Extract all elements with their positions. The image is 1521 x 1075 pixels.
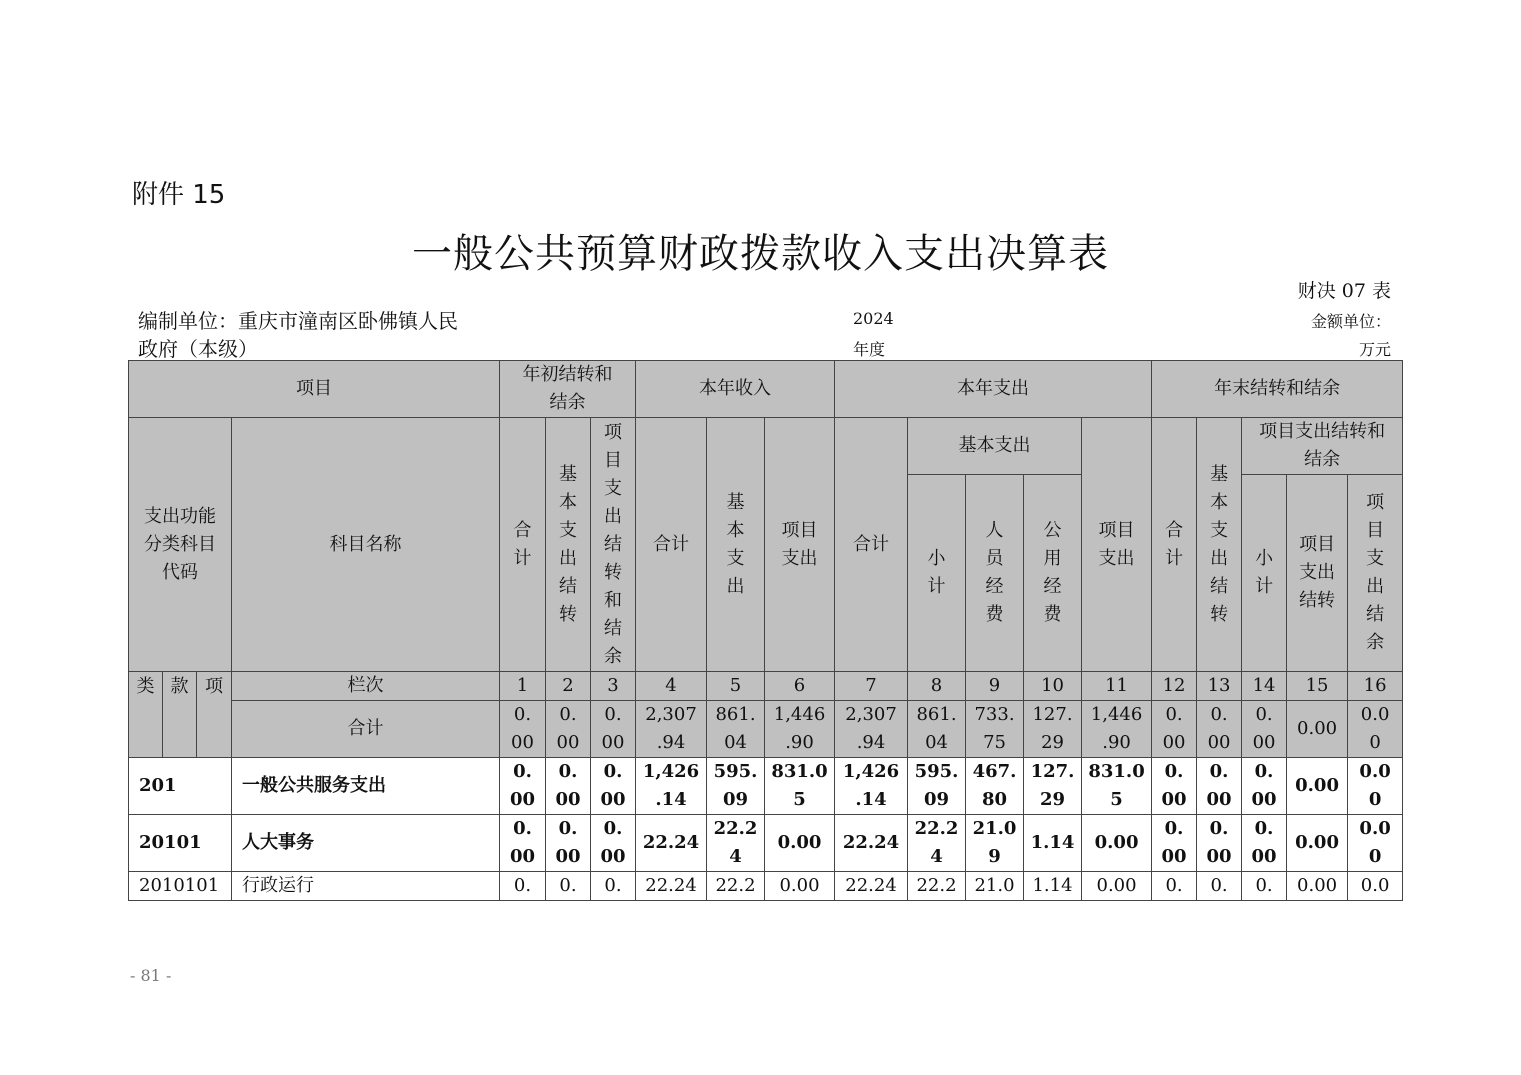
value-line: 0.	[513, 704, 532, 725]
value-line: .14	[655, 789, 687, 810]
header-char: 出	[559, 547, 577, 569]
header-opening-total	[500, 418, 546, 672]
header-char: 合	[513, 519, 532, 541]
value-line: 2,307	[645, 704, 697, 725]
header-char: 目	[1366, 520, 1385, 541]
header-expense-total: 合计	[835, 418, 908, 672]
column-number: 10	[1024, 672, 1082, 701]
value-cell	[1348, 815, 1403, 872]
value-cell	[835, 815, 908, 872]
header-expense-project	[1082, 418, 1152, 672]
header-personnel-cost	[966, 475, 1024, 672]
value-line: 0.00	[1297, 875, 1338, 896]
compiling-unit-line2: 政府（本级）	[138, 337, 258, 361]
value-line: 467.	[972, 761, 1017, 782]
header-char: 费	[1043, 604, 1062, 625]
row-subject-name: 行政运行	[232, 872, 500, 901]
column-number: 6	[765, 672, 835, 701]
value-line: 0.	[513, 761, 532, 782]
value-line: 0.	[1165, 875, 1183, 896]
column-number: 15	[1287, 672, 1348, 701]
value-line: 733.	[974, 704, 1015, 725]
value-cell	[546, 815, 591, 872]
value-cell	[1348, 758, 1403, 815]
header-char: 支	[1366, 548, 1385, 569]
value-line: 0	[1368, 789, 1382, 810]
value-line: 0.	[1210, 704, 1228, 725]
value-cell	[908, 872, 966, 901]
value-line: 09	[924, 789, 950, 810]
column-number: 2	[546, 672, 591, 701]
header-char: 支	[604, 477, 622, 499]
header-opening-balance	[500, 361, 636, 418]
value-cell	[966, 815, 1024, 872]
value-cell	[1152, 815, 1197, 872]
value-cell	[1082, 758, 1152, 815]
header-char: 目	[604, 449, 622, 471]
total-row-label: 合计	[232, 701, 500, 758]
value-line: 831.0	[771, 761, 828, 782]
value-line: 00	[511, 732, 534, 753]
value-line: 0.	[1210, 875, 1228, 896]
header-income: 本年收入	[636, 361, 835, 418]
value-cell	[1152, 758, 1197, 815]
header-char: 小	[927, 548, 946, 569]
code-line2: 分类科目	[144, 533, 216, 555]
header-subject-name: 科目名称	[232, 418, 500, 672]
value-line: 127.	[1030, 761, 1075, 782]
table-row	[129, 815, 1403, 872]
header-income-project	[765, 418, 835, 672]
header-basic-subtotal	[908, 475, 966, 672]
header-char: 经	[985, 576, 1004, 597]
value-cell	[1242, 815, 1287, 872]
header-char: 小	[1255, 548, 1274, 569]
value-line: 0.	[604, 875, 622, 896]
value-line: 22.2	[914, 818, 959, 839]
value-line: 2,307	[845, 704, 897, 725]
value-cell	[546, 701, 591, 758]
value-line: 00	[600, 846, 626, 867]
value-cell	[1152, 701, 1197, 758]
header-opening-basic-carry	[546, 418, 591, 672]
value-cell	[765, 872, 835, 901]
value-line: 00	[1161, 789, 1187, 810]
value-cell	[908, 815, 966, 872]
header-char: 出	[1210, 547, 1229, 569]
header-char: 出	[604, 505, 622, 527]
column-number: 4	[636, 672, 707, 701]
column-number: 14	[1242, 672, 1287, 701]
header-char: 项目	[1098, 519, 1135, 541]
header-char: 结	[604, 617, 622, 639]
value-cell	[1287, 815, 1348, 872]
column-number: 3	[591, 672, 636, 701]
value-cell	[636, 815, 707, 872]
value-line: 0.	[1254, 761, 1274, 782]
value-cell	[1287, 758, 1348, 815]
column-number: 9	[966, 672, 1024, 701]
value-cell	[500, 701, 546, 758]
value-line: 0.	[558, 761, 578, 782]
value-cell	[1024, 872, 1082, 901]
header-public-cost	[1024, 475, 1082, 672]
value-cell	[591, 758, 636, 815]
header-closing-total	[1152, 418, 1197, 672]
value-line: 0.	[558, 818, 578, 839]
value-line: 4	[930, 846, 943, 867]
value-line: 0.0	[1360, 704, 1390, 725]
value-line: 22.2	[715, 875, 756, 896]
value-line: 0.	[559, 875, 577, 896]
value-cell	[835, 701, 908, 758]
value-line: 1,426	[842, 761, 900, 782]
value-line: .14	[855, 789, 887, 810]
header-char: 员	[985, 548, 1004, 569]
value-cell	[546, 758, 591, 815]
value-line: 21.0	[972, 818, 1017, 839]
header-char: 余	[604, 645, 622, 667]
header-char: 支	[1210, 519, 1229, 541]
header-char: 项目支出结转和	[1259, 421, 1386, 442]
value-cell	[546, 872, 591, 901]
header-char: 计	[1165, 547, 1184, 569]
value-cell	[500, 758, 546, 815]
value-line: 127.	[1032, 704, 1073, 725]
value-cell	[1197, 701, 1242, 758]
value-line: 0.	[1254, 818, 1274, 839]
value-cell	[636, 758, 707, 815]
row-code: 20101	[129, 815, 232, 872]
value-line: 75	[983, 732, 1006, 753]
value-line: 0.	[1209, 761, 1229, 782]
value-cell	[908, 758, 966, 815]
value-cell	[1242, 758, 1287, 815]
value-cell	[765, 815, 835, 872]
value-line: 1,446	[1090, 704, 1143, 725]
header-char: 项	[604, 421, 622, 443]
value-cell	[707, 815, 765, 872]
header-char: 公	[1043, 520, 1062, 541]
value-line: 9	[988, 846, 1001, 867]
header-char: 项	[1366, 492, 1385, 513]
header-char: 支	[559, 519, 577, 541]
value-cell	[1082, 815, 1152, 872]
header-lei: 类	[129, 672, 163, 758]
page-title: 一般公共预算财政拨款收入支出决算表	[412, 231, 1109, 277]
value-line: 00	[1206, 789, 1232, 810]
value-line: .90	[1102, 732, 1131, 753]
column-number: 13	[1197, 672, 1242, 701]
value-line: 22.2	[713, 818, 758, 839]
header-opening-line2: 结余	[549, 392, 586, 413]
header-char: 项目	[1299, 534, 1336, 555]
column-number: 7	[835, 672, 908, 701]
header-char: 余	[1366, 632, 1385, 653]
value-cell	[1024, 758, 1082, 815]
value-cell	[1082, 872, 1152, 901]
value-line: .90	[785, 732, 814, 753]
value-line: 04	[724, 732, 747, 753]
report-year: 2024	[853, 309, 894, 328]
header-kuan: 款	[163, 672, 197, 758]
value-line: 0.	[559, 704, 577, 725]
value-cell	[1242, 872, 1287, 901]
value-line: 00	[1251, 789, 1277, 810]
value-line: 00	[601, 732, 625, 753]
row-code: 2010101	[129, 872, 232, 901]
value-line: 0.0	[1360, 875, 1390, 896]
value-line: 22.24	[842, 832, 900, 853]
value-line: 595.	[713, 761, 758, 782]
header-char: 结	[559, 575, 577, 597]
value-line: 00	[1251, 846, 1277, 867]
value-line: 00	[1252, 732, 1276, 753]
value-line: 80	[982, 789, 1008, 810]
value-line: 0.	[1255, 704, 1273, 725]
value-cell	[707, 758, 765, 815]
page-number: - 81 -	[130, 966, 172, 985]
value-line: 00	[1207, 732, 1231, 753]
value-line: .94	[656, 732, 686, 753]
value-cell	[500, 872, 546, 901]
value-line: 22.2	[916, 875, 957, 896]
value-line: 0.00	[1297, 718, 1338, 739]
row-code: 201	[129, 758, 232, 815]
value-cell	[1242, 701, 1287, 758]
value-cell	[591, 872, 636, 901]
column-number: 16	[1348, 672, 1403, 701]
header-char: 用	[1043, 548, 1062, 569]
header-char: 基	[559, 463, 577, 485]
value-cell	[591, 701, 636, 758]
header-char: 出	[726, 575, 745, 597]
header-income-basic	[707, 418, 765, 672]
value-cell	[1287, 872, 1348, 901]
value-line: 0.	[1165, 704, 1183, 725]
value-cell	[1348, 701, 1403, 758]
header-char: 支	[726, 547, 745, 569]
value-line: 0	[1369, 732, 1381, 753]
header-char: 支出	[781, 547, 818, 569]
header-char: 人	[985, 520, 1004, 541]
header-char: 结	[1366, 604, 1385, 625]
header-char: 计	[1255, 576, 1274, 597]
header-closing-project-carry	[1287, 475, 1348, 672]
value-cell	[636, 872, 707, 901]
column-number: 5	[707, 672, 765, 701]
value-cell	[908, 701, 966, 758]
header-char: 转	[559, 603, 577, 625]
header-char: 结	[1210, 575, 1229, 597]
value-line: 00	[509, 789, 536, 810]
value-line: 00	[1206, 846, 1232, 867]
value-line: 0.	[513, 875, 532, 896]
header-char: 出	[1366, 576, 1385, 597]
value-line: 595.	[914, 761, 959, 782]
value-line: 22.24	[642, 832, 700, 853]
header-char: 结	[604, 533, 622, 555]
header-char: 转	[604, 561, 622, 583]
header-char: 本	[726, 519, 745, 541]
value-line: 0.	[603, 818, 623, 839]
value-line: 22.24	[845, 875, 897, 896]
header-char: 本	[559, 491, 577, 513]
value-cell	[966, 758, 1024, 815]
header-xiang: 项	[197, 672, 232, 758]
value-line: .94	[856, 732, 886, 753]
value-line: 00	[1162, 732, 1186, 753]
value-cell	[1348, 872, 1403, 901]
value-cell	[1197, 815, 1242, 872]
header-char: 转	[1210, 603, 1229, 625]
row-subject-name: 一般公共服务支出	[232, 758, 500, 815]
value-cell	[1287, 701, 1348, 758]
value-line: 00	[555, 846, 581, 867]
value-line: 0	[1368, 846, 1382, 867]
header-closing-basic-carry	[1197, 418, 1242, 672]
table-row	[129, 872, 1403, 901]
value-line: 1.14	[1032, 875, 1073, 896]
value-cell	[835, 758, 908, 815]
budget-table	[128, 360, 1403, 901]
header-closing-project-group	[1242, 418, 1403, 475]
header-expense: 本年支出	[835, 361, 1152, 418]
value-line: 0.	[1164, 818, 1184, 839]
value-cell	[707, 872, 765, 901]
header-char: 计	[927, 576, 946, 597]
value-line: 861.	[715, 704, 756, 725]
value-line: 5	[1110, 789, 1123, 810]
column-number: 12	[1152, 672, 1197, 701]
header-char: 本	[1210, 491, 1229, 513]
amount-unit-label: 金额单位：	[1310, 312, 1391, 331]
header-char: 结转	[1299, 590, 1336, 611]
header-char: 基	[1210, 463, 1229, 485]
value-line: 831.0	[1088, 761, 1145, 782]
header-char: 结余	[1304, 449, 1341, 470]
value-line: 00	[509, 846, 536, 867]
header-char: 项目	[781, 519, 818, 541]
amount-unit-value: 万元	[1358, 340, 1391, 359]
header-basic-expense: 基本支出	[908, 418, 1082, 475]
value-line: 29	[1040, 789, 1066, 810]
value-line: 0.	[1255, 875, 1273, 896]
value-line: 0.00	[1096, 875, 1137, 896]
header-char: 费	[985, 604, 1004, 625]
value-line: 861.	[916, 704, 957, 725]
form-number: 财决 07 表	[1297, 280, 1391, 302]
header-opening-project-carry	[591, 418, 636, 672]
value-line: 1.14	[1030, 832, 1075, 853]
column-number: 11	[1082, 672, 1152, 701]
code-line1: 支出功能	[144, 505, 216, 527]
header-char: 支出	[1299, 562, 1336, 583]
value-cell	[591, 815, 636, 872]
value-cell	[765, 758, 835, 815]
value-line: 0.00	[779, 875, 820, 896]
report-year-suffix: 年度	[853, 340, 886, 359]
header-char: 计	[513, 547, 532, 569]
value-cell	[500, 815, 546, 872]
code-line3: 代码	[162, 561, 198, 583]
value-cell	[1197, 872, 1242, 901]
value-line: 00	[600, 789, 626, 810]
value-cell	[966, 872, 1024, 901]
attachment-label: 附件 15	[132, 180, 226, 210]
header-income-total: 合计	[636, 418, 707, 672]
value-line: 0.	[603, 761, 623, 782]
compiling-unit-line1: 编制单位：重庆市潼南区卧佛镇人民	[138, 309, 458, 333]
value-line: 09	[722, 789, 749, 810]
value-cell	[1082, 701, 1152, 758]
value-line: 0.	[1209, 818, 1229, 839]
value-line: 0.0	[1359, 818, 1391, 839]
value-line: 0.	[513, 818, 532, 839]
header-function-code	[129, 418, 232, 672]
value-line: 1,426	[642, 761, 700, 782]
header-char: 和	[604, 589, 622, 611]
header-char: 经	[1043, 576, 1062, 597]
header-closing-balance: 年末结转和结余	[1152, 361, 1403, 418]
value-line: 22.24	[645, 875, 697, 896]
value-line: 00	[556, 732, 580, 753]
value-line: 00	[1161, 846, 1187, 867]
value-line: 0.00	[777, 832, 822, 853]
value-cell	[835, 872, 908, 901]
value-line: 4	[729, 846, 742, 867]
value-line: 0.	[604, 704, 622, 725]
value-line: 21.0	[974, 875, 1015, 896]
table-row	[129, 758, 1403, 815]
value-cell	[707, 701, 765, 758]
value-cell	[1024, 815, 1082, 872]
value-line: 29	[1041, 732, 1064, 753]
value-line: 5	[793, 789, 806, 810]
value-line: 04	[925, 732, 948, 753]
value-cell	[1024, 701, 1082, 758]
value-cell	[1152, 872, 1197, 901]
header-closing-subtotal	[1242, 475, 1287, 672]
value-line: 00	[555, 789, 581, 810]
header-opening-line1: 年初结转和	[522, 364, 613, 385]
value-cell	[1197, 758, 1242, 815]
column-number: 8	[908, 672, 966, 701]
header-closing-project-balance	[1348, 475, 1403, 672]
header-char: 支出	[1098, 547, 1135, 569]
value-cell	[765, 701, 835, 758]
header-char: 基	[726, 491, 745, 513]
value-line: 0.00	[1295, 832, 1339, 853]
column-number: 1	[500, 672, 546, 701]
column-row-label: 栏次	[232, 672, 500, 701]
value-line: 1,446	[773, 704, 826, 725]
value-line: 0.	[1164, 761, 1184, 782]
value-line: 0.00	[1094, 832, 1139, 853]
row-subject-name: 人大事务	[232, 815, 500, 872]
header-item: 项目	[129, 361, 500, 418]
value-line: 0.00	[1295, 775, 1339, 796]
value-cell	[636, 701, 707, 758]
header-char: 合	[1165, 519, 1184, 541]
value-line: 0.0	[1359, 761, 1391, 782]
value-cell	[966, 701, 1024, 758]
